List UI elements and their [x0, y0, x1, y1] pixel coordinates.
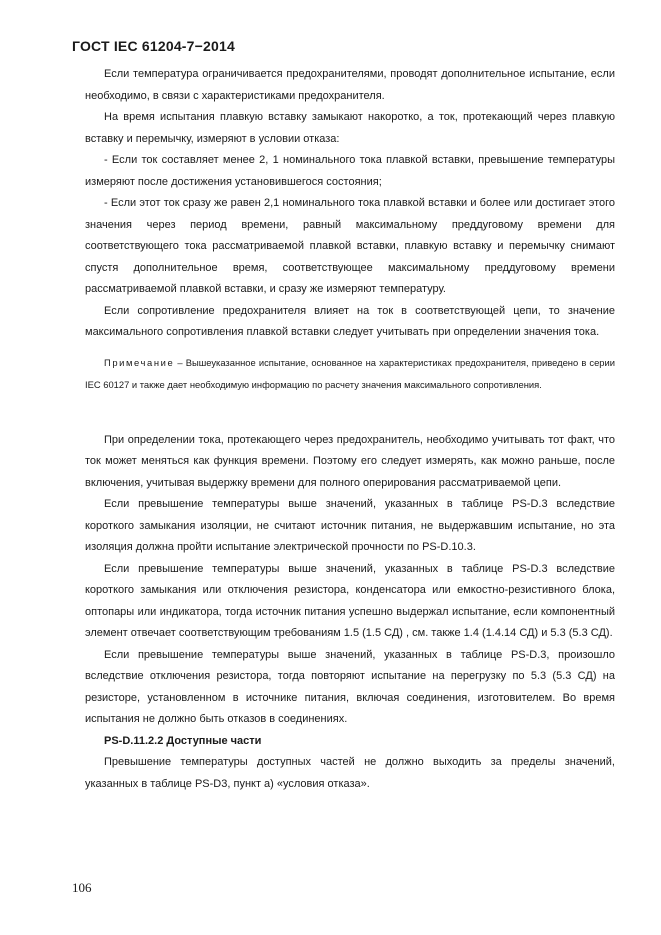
- paragraph: - Если ток составляет менее 2, 1 номинального тока плавкой вставки, превышение температуры измеряют после достижения установившегося состояния;: [85, 154, 615, 188]
- document-header: ГОСТ IEC 61204-7−2014: [72, 38, 235, 54]
- paragraph: При определении тока, протекающего через предохранитель, необходимо учитывать тот факт, что ток может меняться как функция времени. Поэтому его следует измерять, как можно раньше, после включения, учитывая выдержку времени для полного оперирования рассматриваемой цепи.: [85, 433, 615, 489]
- paragraph: Если превышение температуры выше значений, указанных в таблице PS-D.3 вследствие короткого замыкания или отключения резистора, конденсатора или емкостно-резистивного блока, оптопары или индикатора, тогда источник питания успешно выдержал испытание, если компонентный элемент отвечает соответствующим требованиям 1.5 (1.5 СД) , см. также 1.4 (1.4.14 СД) и 5.3 (5.3 СД).: [85, 562, 615, 639]
- paragraph: Если превышение температуры выше значений, указанных в таблице PS-D.3 вследствие короткого замыкания изоляции, не считают источник питания, не выдержавшим испытание, но эта изоляция должна пройти испытание электрической прочности по PS-D.10.3.: [85, 498, 615, 553]
- document-body: [85, 64, 615, 795]
- paragraph: - Если этот ток сразу же равен 2,1 номинального тока плавкой вставки и более или достигает этого значения через период времени, равный максимальному преддуговому времени для соответствующего тока рассматриваемой плавкой вставки, плавкую вставку и перемычку снимают спустя дополнительное время, соответствующее максимальному преддуговому времени рассматриваемой плавкой вставки, и сразу же измеряют температуру.: [85, 197, 615, 295]
- paragraph: Превышение температуры доступных частей не должно выходить за пределы значений, указанных в таблице PS-D3, пункт а) «условия отказа».: [85, 756, 615, 790]
- page-number: 106: [72, 880, 92, 895]
- paragraph: Если сопротивление предохранителя влияет на ток в соответствующей цепи, то значение максимального сопротивления плавкой вставки следует учитывать при определении значения тока.: [85, 304, 615, 338]
- section-heading: PS-D.11.2.2 Доступные части: [104, 734, 262, 747]
- paragraph: Если превышение температуры выше значений, указанных в таблице PS-D.3, произошло вследствие отключения резистора, тогда повторяют испытание на перегрузку по 5.3 (5.3 СД) на резисторе, установленном в источнике питания, включая соединения, изготовителем. Во время испытания не должно быть отказов в соединениях.: [85, 648, 615, 725]
- note-text: – Вышеуказанное испытание, основанное на характеристиках предохранителя, приведено в серии IEC 60127 и также дает необходимую информацию по расчету значения максимального сопротивления.: [85, 356, 615, 390]
- note-label: Примечание: [104, 356, 175, 368]
- paragraph: На время испытания плавкую вставку замыкают накоротко, а ток, протекающий через плавкую вставку и перемычку, измеряют в условии отказа:: [85, 111, 615, 145]
- paragraph: Если температура ограничивается предохранителями, проводят дополнительное испытание, если необходимо, в связи с характеристиками предохранителя.: [85, 68, 615, 102]
- note: [85, 352, 615, 396]
